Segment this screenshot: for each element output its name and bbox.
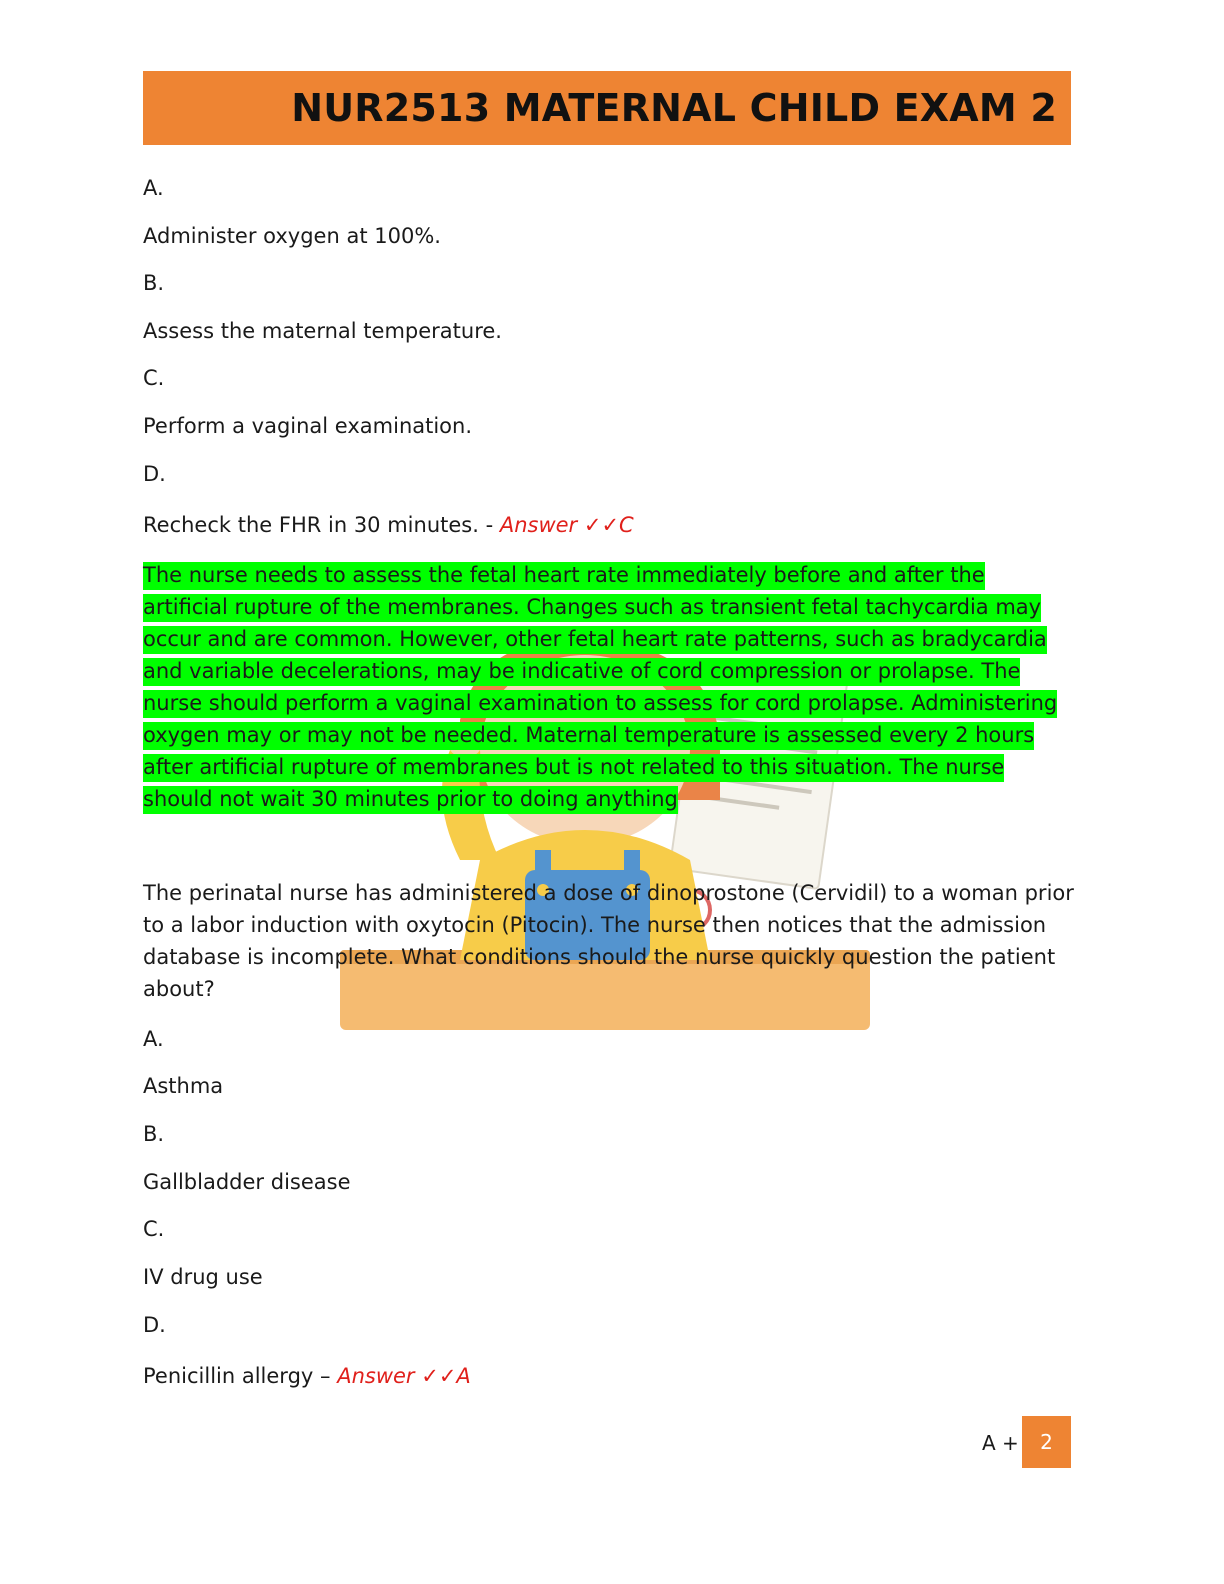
q2-option-b-letter: B.	[143, 1122, 165, 1146]
q2-option-d-text: Penicillin allergy –	[143, 1364, 331, 1388]
q2-option-d-letter: D.	[143, 1313, 166, 1337]
q1-option-d-letter: D.	[143, 462, 166, 486]
q1-option-a-text: Administer oxygen at 100%.	[143, 224, 441, 248]
page-number: 2	[1040, 1430, 1053, 1454]
q2-option-b-text: Gallbladder disease	[143, 1170, 351, 1194]
q1-option-d-line	[143, 511, 634, 539]
footer-grade: A +	[982, 1431, 1019, 1455]
header-bar	[143, 71, 1071, 145]
q2-option-a-letter: A.	[143, 1027, 164, 1051]
q1-option-c-text: Perform a vaginal examination.	[143, 414, 473, 438]
q2-option-c-text: IV drug use	[143, 1265, 263, 1289]
q1-answer: Answer ✓✓C	[499, 513, 634, 537]
q2-option-a-text: Asthma	[143, 1074, 224, 1098]
q1-option-d-text: Recheck the FHR in 30 minutes. -	[143, 513, 494, 537]
q1-explanation-text: The nurse needs to assess the fetal heart rate immediately before and after the artificial rupture of the membranes. Changes such as transient fetal tachycardia may occur and are common. However, other fetal heart rate patterns, such as bradycardia and variable decelerations, may be indicative of cord compression or prolapse. The nurse should perform a vaginal examination to assess for cord prolapse. Administering oxygen may or may not be needed. Maternal temperature is assessed every 2 hours after artificial rupture of membranes but is not related to this situation. The nurse should not wait 30 minutes prior to doing anything	[143, 562, 1057, 814]
q1-option-b-text: Assess the maternal temperature.	[143, 319, 502, 343]
q2-stem: The perinatal nurse has administered a dose of dinoprostone (Cervidil) to a woman prior to a labor induction with oxytocin (Pitocin). The nurse then notices that the admission database is incomplete. What conditions should the nurse quickly question the patient about?	[143, 881, 1074, 1001]
q2-option-d-line	[143, 1362, 471, 1390]
q1-option-b-letter: B.	[143, 271, 165, 295]
document-title: NUR2513 MATERNAL CHILD EXAM 2	[291, 86, 1057, 130]
q1-explanation	[143, 559, 1073, 815]
q1-option-a-letter: A.	[143, 176, 164, 200]
q1-option-c-letter: C.	[143, 366, 165, 390]
q2-answer: Answer ✓✓A	[337, 1364, 471, 1388]
q2-option-c-letter: C.	[143, 1217, 165, 1241]
page-number-box	[1022, 1416, 1071, 1468]
